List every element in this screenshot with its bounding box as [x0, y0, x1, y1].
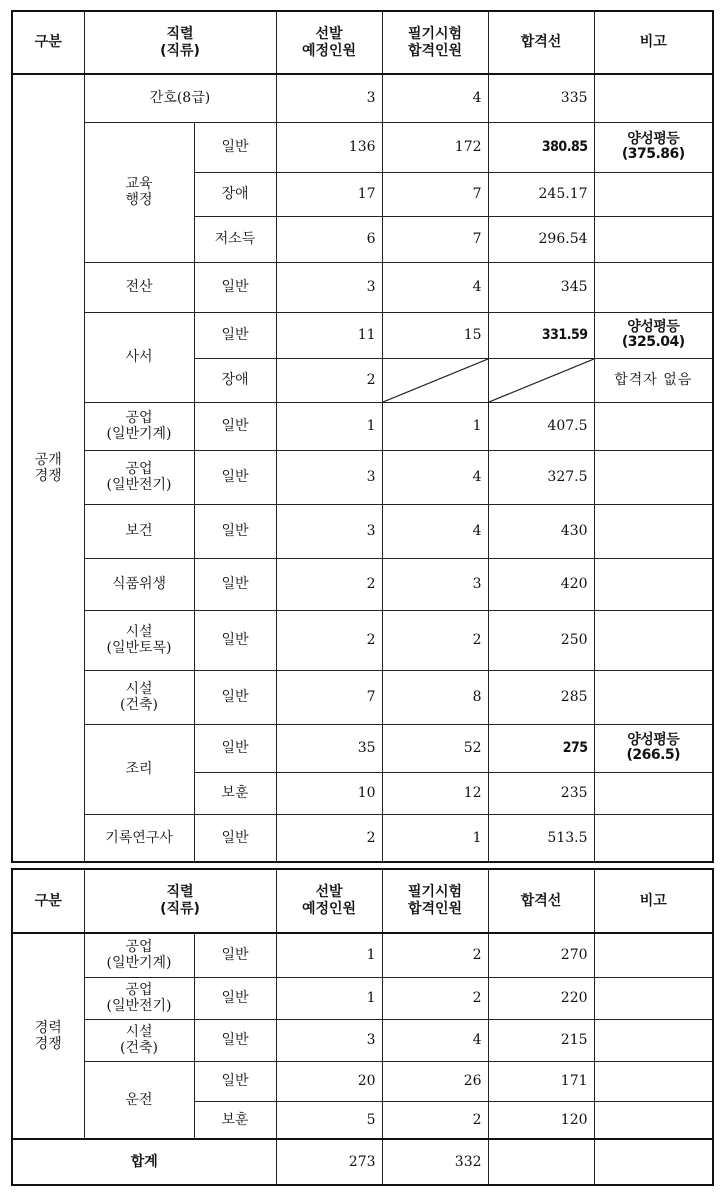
- header-row: [12, 869, 713, 933]
- table-row: 시설 (건축) 일반 7 8 285: [12, 670, 713, 724]
- table-row: 전산 일반 3 4 345: [12, 262, 713, 312]
- series-elec: 공업 (일반전기): [84, 977, 194, 1019]
- header-cutoff: 합격선: [488, 11, 594, 74]
- series-edu-admin: 교육 행정: [84, 122, 194, 262]
- career-competition-table: [11, 868, 714, 1186]
- table-row: 장애 17 7 245.17: [12, 172, 713, 216]
- series-mech: 공업 (일반기계): [84, 402, 194, 450]
- total-planned: 273: [276, 1139, 382, 1185]
- remark-gender-equality: 양성평등 (266.5): [594, 724, 713, 772]
- table-row: 조리 일반 35 52 275 양성평등 (266.5): [12, 724, 713, 772]
- remark-no-passers: 합격자 없음: [594, 358, 713, 402]
- series-cook: 조리: [84, 724, 194, 814]
- header-passed: 필기시험 합격인원: [382, 869, 488, 933]
- diagonal-line: [489, 359, 594, 402]
- series-librarian: 사서: [84, 312, 194, 402]
- series-elec: 공업 (일반전기): [84, 450, 194, 504]
- table-row: 보훈 10 12 235: [12, 772, 713, 814]
- table-row: 기록연구사 일반 2 1 513.5: [12, 814, 713, 862]
- header-planned: 선발 예정인원: [276, 11, 382, 74]
- table-row: 공업 (일반전기) 일반 3 4 327.5: [12, 450, 713, 504]
- header-row: [12, 11, 713, 74]
- table-row: 교육 행정 일반 136 172 380.85 양성평등 (375.86): [12, 122, 713, 172]
- open-competition-table: [11, 10, 714, 863]
- table-row: 사서 일반 11 15 331.59 양성평등 (325.04): [12, 312, 713, 358]
- category-career: 경력 경쟁: [12, 933, 84, 1139]
- diagonal-line: [383, 359, 488, 402]
- diagonal-empty-cell: [488, 358, 594, 402]
- header-remarks: 비고: [594, 11, 713, 74]
- header-category: 구분: [12, 11, 84, 74]
- header-passed: 필기시험 합격인원: [382, 11, 488, 74]
- header-series: 직렬 (직류): [84, 869, 276, 933]
- series-health: 보건: [84, 504, 194, 558]
- table-row: 식품위생 일반 2 3 420: [12, 558, 713, 610]
- table-row: 장애 2 합격자 없음: [12, 358, 713, 402]
- table-row: 운전 일반 20 26 171: [12, 1061, 713, 1101]
- series-civil: 시설 (일반토목): [84, 610, 194, 670]
- header-cutoff: 합격선: [488, 869, 594, 933]
- header-category: 구분: [12, 869, 84, 933]
- total-passed: 332: [382, 1139, 488, 1185]
- table-row: 경력 경쟁 공업 (일반기계) 일반 1 2 270: [12, 933, 713, 977]
- series-arch: 시설 (건축): [84, 670, 194, 724]
- series-nursing: 간호(8급): [84, 74, 276, 122]
- total-row: [12, 1139, 713, 1185]
- table-row: 보건 일반 3 4 430: [12, 504, 713, 558]
- table-row: 공개 경쟁 간호(8급) 3 4 335: [12, 74, 713, 122]
- header-series: 직렬 (직류): [84, 11, 276, 74]
- series-mech: 공업 (일반기계): [84, 933, 194, 977]
- category-open: 공개 경쟁: [12, 74, 84, 862]
- diagonal-empty-cell: [382, 358, 488, 402]
- table-row: 저소득 6 7 296.54: [12, 216, 713, 262]
- table-row: 공업 (일반기계) 일반 1 1 407.5: [12, 402, 713, 450]
- table-row: 시설 (일반토목) 일반 2 2 250: [12, 610, 713, 670]
- series-archivist: 기록연구사: [84, 814, 194, 862]
- remark-gender-equality: 양성평등 (375.86): [594, 122, 713, 172]
- table-row: 시설 (건축) 일반 3 4 215: [12, 1019, 713, 1061]
- table-row: 보훈 5 2 120: [12, 1101, 713, 1139]
- series-arch: 시설 (건축): [84, 1019, 194, 1061]
- series-computer: 전산: [84, 262, 194, 312]
- series-driving: 운전: [84, 1061, 194, 1139]
- series-food: 식품위생: [84, 558, 194, 610]
- header-remarks: 비고: [594, 869, 713, 933]
- table-row: 공업 (일반전기) 일반 1 2 220: [12, 977, 713, 1019]
- remark-gender-equality: 양성평등 (325.04): [594, 312, 713, 358]
- total-label: 합계: [12, 1139, 276, 1185]
- header-planned: 선발 예정인원: [276, 869, 382, 933]
